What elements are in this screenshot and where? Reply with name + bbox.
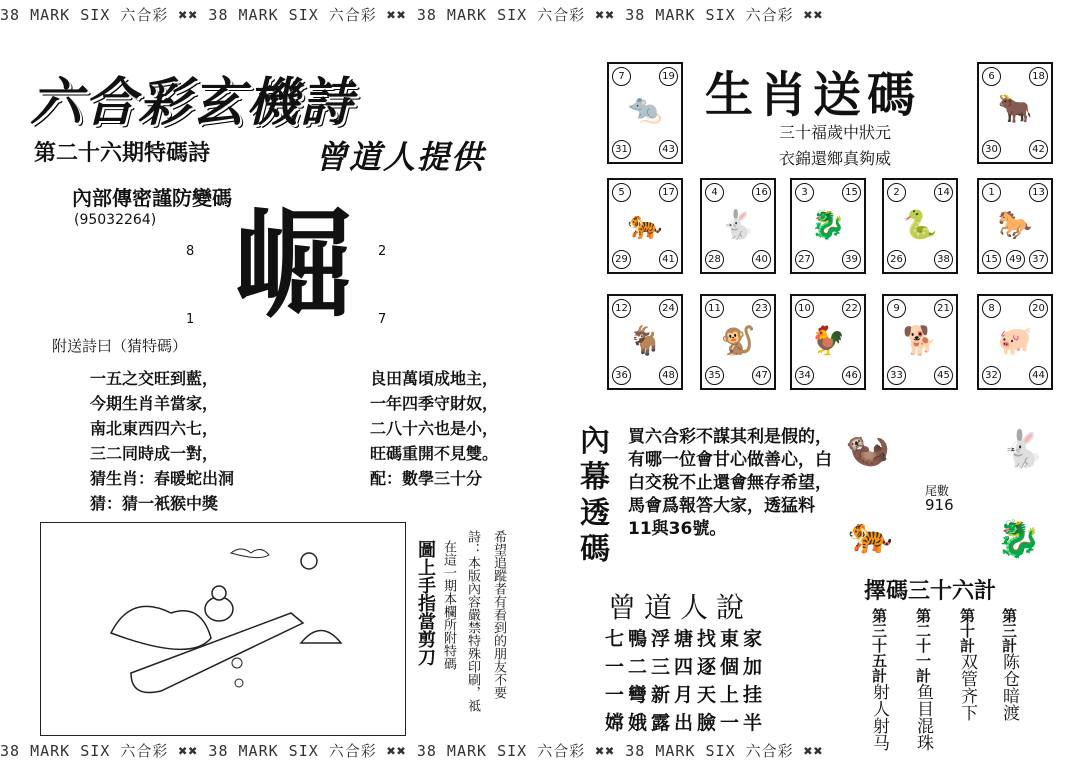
zodiac-card-horse	[977, 178, 1053, 274]
card-number: 13	[1029, 183, 1048, 202]
band-item: 六合彩	[745, 6, 794, 24]
cartoon-note: 希望追蹤者有看到的朋友不要	[491, 530, 506, 699]
card-number: 14	[934, 183, 953, 202]
card-number: 49	[1006, 250, 1025, 269]
rule-text: 射人射马	[869, 683, 889, 751]
poem-right	[370, 366, 498, 491]
zeng-line: 一二三四逐個加	[605, 656, 767, 678]
card-number: 20	[1029, 299, 1048, 318]
rule-text: 陈仓暗渡	[999, 653, 1019, 721]
rule-column	[914, 608, 932, 751]
card-number: 44	[1029, 366, 1048, 385]
verse-line: 衣錦還鄉真夠威	[778, 149, 891, 168]
card-number: 9	[887, 299, 906, 318]
snake-icon: 🐍	[902, 208, 938, 241]
band-item: 38 MARK SIX	[625, 6, 736, 24]
card-number: 39	[842, 250, 861, 269]
zodiac-card-dragon	[790, 178, 866, 274]
card-number: 19	[659, 67, 678, 86]
rule-text: 双管齐下	[957, 653, 977, 721]
header-band	[0, 4, 1080, 40]
card-number: 12	[612, 299, 631, 318]
band-item: 38 MARK SIX	[416, 6, 528, 24]
corner-number-br: 7	[378, 312, 387, 327]
poem-header: 附送詩曰（猜特碼）	[52, 337, 188, 355]
poem-line: 猜生肖：春暖蛇出洞	[90, 469, 235, 488]
issue-label: 第二十六期特碼詩	[34, 140, 211, 166]
card-number: 23	[752, 299, 771, 318]
band-item: ✖✖	[178, 742, 199, 760]
bush-icon	[111, 606, 211, 649]
rule-text: 鱼目混珠	[913, 683, 933, 751]
band-item: ✖✖	[386, 6, 407, 24]
card-number: 28	[705, 250, 724, 269]
dog-icon: 🐕	[902, 324, 938, 357]
card-number: 34	[795, 366, 814, 385]
poem-line: 南北東西四六七，	[90, 419, 219, 438]
zodiac-card-rooster	[790, 294, 866, 390]
zeng-title: 曾道人說	[608, 591, 753, 624]
card-number: 27	[795, 250, 814, 269]
card-number: 24	[659, 299, 678, 318]
poem-line: 一年四季守財奴，	[370, 394, 499, 413]
band-item: ✖✖	[595, 742, 616, 760]
rule-title: 擇碼三十六計	[864, 578, 997, 604]
ox-icon: 🐂	[997, 92, 1033, 125]
poem-line: 猜：猜一衹猴中獎	[90, 494, 219, 513]
verse-line: 三十福歲中狀元	[778, 123, 891, 142]
page-title: 六合彩玄機詩	[30, 73, 355, 133]
band-item: 38 MARK SIX	[208, 742, 319, 760]
zodiac-card-ox	[977, 62, 1053, 164]
zodiac-card-goat	[607, 294, 683, 390]
card-number: 33	[887, 366, 906, 385]
rabbit-icon: 🐇	[1000, 429, 1045, 470]
card-number: 22	[842, 299, 861, 318]
rabbit-icon: 🐇	[720, 208, 756, 241]
band-item: 六合彩	[745, 742, 794, 760]
card-number: 29	[612, 250, 631, 269]
cartoon-note: 詩：本版內容嚴禁特殊印刷，祗	[465, 530, 480, 712]
rule-head: 第二十一計	[914, 608, 932, 683]
cloud-icon	[231, 549, 269, 558]
poem-line: 三二同時成一對，	[90, 444, 219, 463]
cartoon-note: 在這一期本欄所附特碼	[441, 540, 456, 670]
band-item: 38 MARK SIX	[208, 6, 319, 24]
horse-icon: 🐎	[997, 208, 1033, 241]
band-item: ✖✖	[386, 742, 407, 760]
band-item: 六合彩	[120, 742, 169, 760]
zodiac-card-snake	[882, 178, 958, 274]
card-number: 1	[982, 183, 1001, 202]
card-number: 21	[934, 299, 953, 318]
secret-label: 內部傳密謹防變碼	[72, 186, 232, 210]
band-item: 38 MARK SIX	[0, 742, 111, 760]
cartoon-drawing	[41, 523, 405, 735]
poem-line: 二八十六也是小，	[370, 419, 499, 438]
dragon-icon: 🐉	[810, 208, 846, 241]
card-number: 43	[659, 140, 678, 159]
zeng-line: 七鴨浮塘找東家	[605, 628, 767, 650]
band-item: 38 MARK SIX	[416, 742, 528, 760]
card-number: 35	[705, 366, 724, 385]
band-item: 六合彩	[328, 742, 377, 760]
inside-text: 買六合彩不謀其利是假的，有哪一位會甘心做善心，白白交稅不止還會無存希望，馬會爲報答大家，透猛料11與36號。	[628, 427, 832, 539]
poem-line: 一五之交旺到藍，	[90, 369, 219, 388]
card-number: 37	[1029, 250, 1048, 269]
moon-icon	[301, 553, 317, 569]
zodiac-card-monkey	[700, 294, 776, 390]
card-number: 15	[982, 250, 1001, 269]
card-number: 6	[982, 67, 1001, 86]
card-number: 10	[795, 299, 814, 318]
rooster-icon: 🐓	[810, 324, 846, 357]
zodiac-verse	[745, 120, 925, 172]
card-number: 46	[842, 366, 861, 385]
card-number: 38	[934, 250, 953, 269]
rule-column	[870, 608, 888, 751]
card-number: 17	[659, 183, 678, 202]
card-number: 47	[752, 366, 771, 385]
card-number: 3	[795, 183, 814, 202]
zodiac-card-dog	[882, 294, 958, 390]
band-item: ✖✖	[803, 6, 824, 24]
tiger-icon: 🐅	[627, 208, 663, 241]
zodiac-card-rabbit	[700, 178, 776, 274]
card-number: 4	[705, 183, 724, 202]
zeng-line: 嫦娥露出臉一半	[605, 712, 767, 734]
band-item: ✖✖	[178, 6, 199, 24]
band-item: 六合彩	[537, 6, 586, 24]
hut-icon	[301, 631, 341, 644]
card-number: 15	[842, 183, 861, 202]
band-item: 六合彩	[120, 6, 169, 24]
card-number: 42	[1029, 140, 1048, 159]
card-number: 32	[982, 366, 1001, 385]
card-number: 18	[1029, 67, 1048, 86]
phone-number: (95032264)	[74, 212, 157, 228]
band-item: 38 MARK SIX	[625, 742, 736, 760]
tail-value: 916	[925, 496, 954, 514]
dragon-icon: 🐉	[996, 519, 1041, 560]
card-number: 40	[752, 250, 771, 269]
corner-number-tr: 2	[378, 244, 387, 259]
band-item: 六合彩	[328, 6, 377, 24]
card-number: 45	[934, 366, 953, 385]
card-number: 2	[887, 183, 906, 202]
zodiac-title: 生肖送碼	[705, 67, 922, 123]
otter-icon: 🦦	[845, 429, 890, 470]
card-number: 16	[752, 183, 771, 202]
band-item: 六合彩	[537, 742, 586, 760]
card-number: 5	[612, 183, 631, 202]
monkey-icon: 🐒	[720, 324, 756, 357]
cartoon-title: 圖上手指當剪刀	[415, 540, 436, 666]
rule-head: 第十計	[958, 608, 976, 653]
zodiac-card-tiger	[607, 178, 683, 274]
rule-column	[958, 608, 976, 721]
poem-line: 良田萬頃成地主，	[370, 369, 499, 388]
card-number: 31	[612, 140, 631, 159]
inside-title: 內幕透碼	[580, 424, 610, 567]
tiger-icon: 🐅	[848, 515, 893, 556]
band-item: ✖✖	[803, 742, 824, 760]
zeng-line: 一彎新月天上挂	[605, 684, 767, 706]
rat-icon: 🐀	[627, 92, 663, 125]
big-character: 崛	[233, 195, 352, 334]
pig-icon: 🐖	[997, 324, 1033, 357]
poem-left	[90, 366, 234, 516]
goat-icon: 🐐	[627, 324, 663, 357]
card-number: 26	[887, 250, 906, 269]
corner-number-tl: 8	[186, 244, 195, 259]
zodiac-card-rat	[607, 62, 683, 164]
rule-head: 第三十五計	[870, 608, 888, 683]
corner-number-bl: 1	[186, 312, 195, 327]
zeng-poem	[605, 625, 766, 737]
card-number: 11	[705, 299, 724, 318]
cartoon-panel	[40, 522, 406, 736]
band-item: 38 MARK SIX	[0, 6, 111, 24]
poem-line: 旺碼重開不見雙。	[370, 444, 499, 463]
tail-label: 尾數	[925, 484, 950, 498]
card-number: 8	[982, 299, 1001, 318]
card-number: 48	[659, 366, 678, 385]
poem-line: 今期生肖羊當家，	[90, 394, 219, 413]
card-number: 7	[612, 67, 631, 86]
card-number: 36	[612, 366, 631, 385]
provider-label: 曾道人提供	[315, 138, 486, 176]
rule-head: 第三計	[1000, 608, 1018, 653]
rule-column	[1000, 608, 1018, 721]
band-item: ✖✖	[595, 6, 616, 24]
zodiac-card-pig	[977, 294, 1053, 390]
card-number: 41	[659, 250, 678, 269]
card-number: 30	[982, 140, 1001, 159]
poem-line: 配：數學三十分	[370, 469, 483, 488]
